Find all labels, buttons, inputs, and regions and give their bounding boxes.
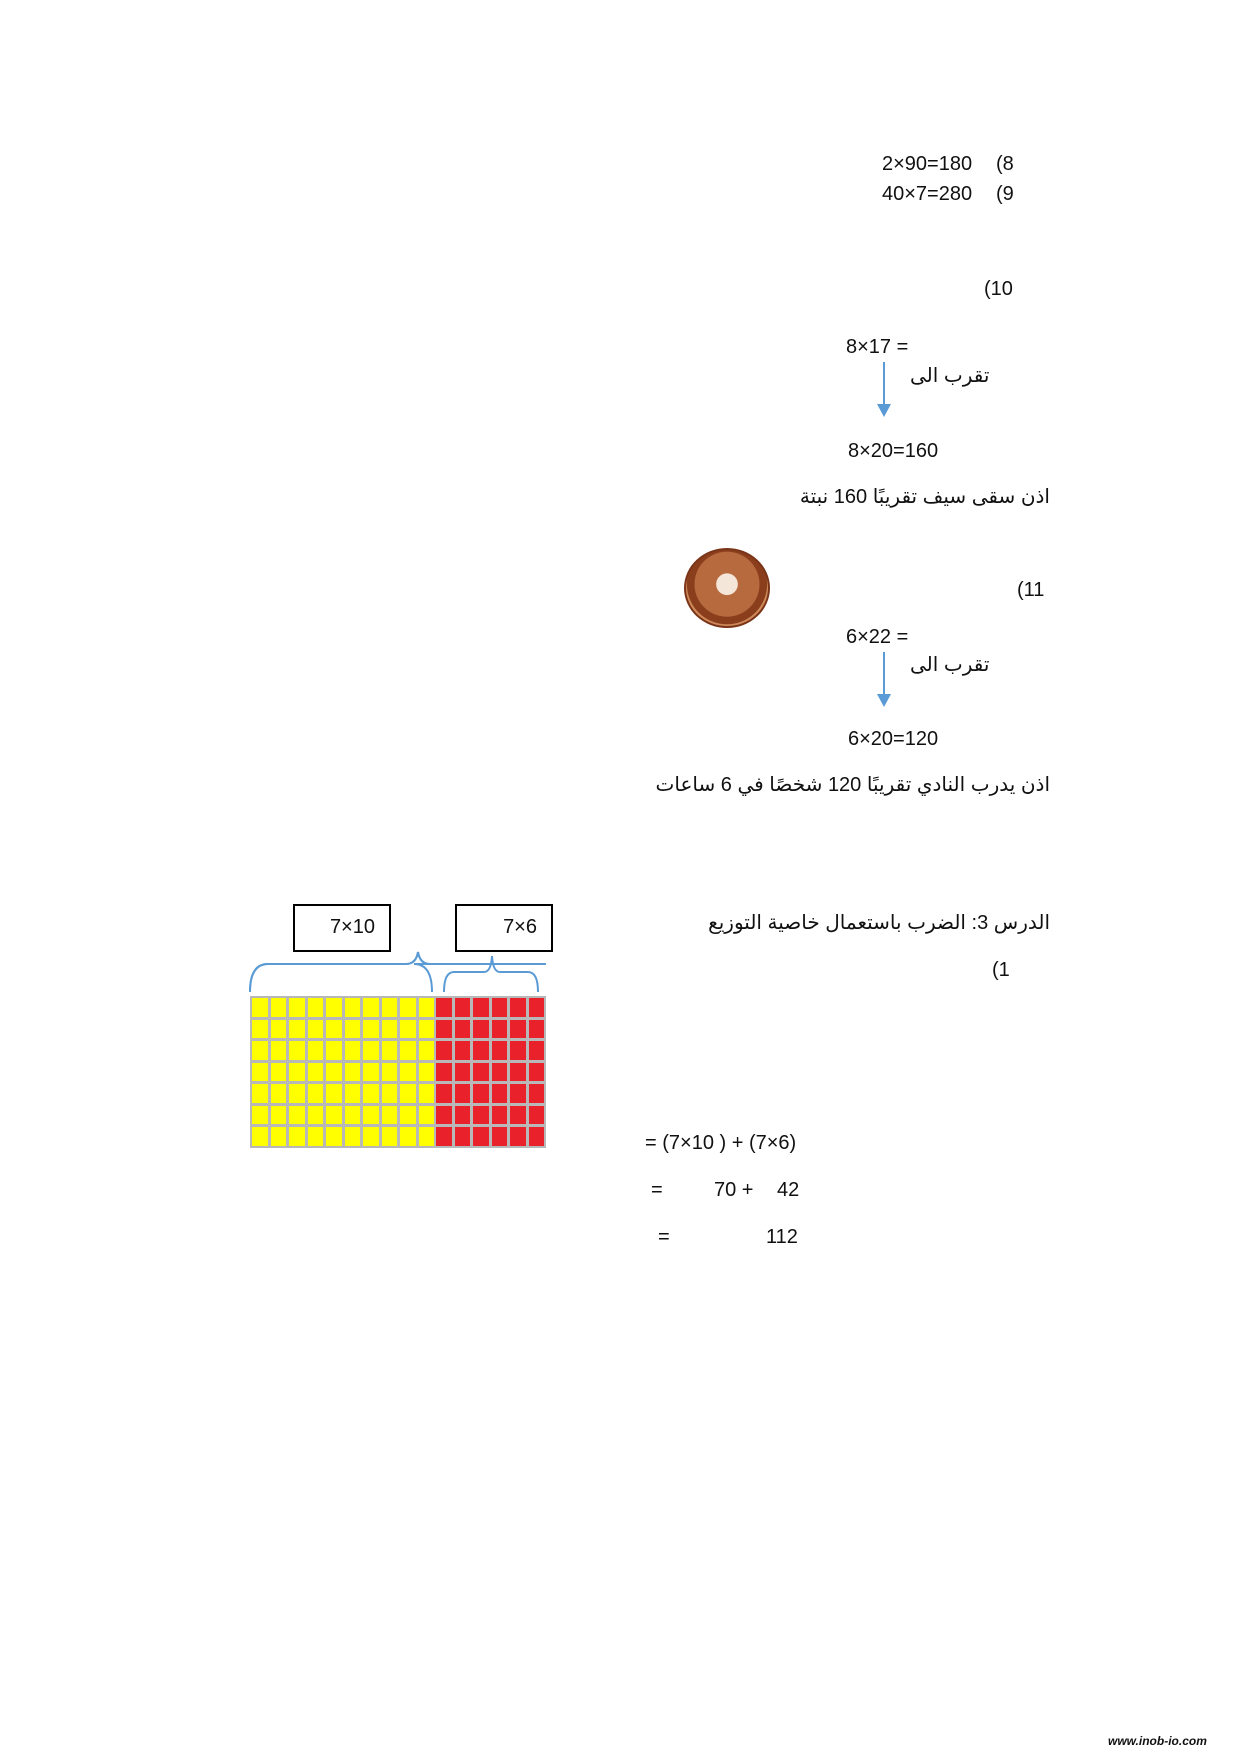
yellow-grid-cell (345, 998, 361, 1017)
red-grid-cell (436, 1063, 452, 1082)
red-grid-cell (510, 1020, 526, 1039)
red-grid-cell (455, 998, 471, 1017)
yellow-grid-cell (252, 1127, 268, 1146)
yellow-grid-cell (382, 1106, 398, 1125)
yellow-grid-cell (382, 1084, 398, 1103)
yellow-grid-cell (345, 1106, 361, 1125)
yellow-grid-cell (271, 1127, 287, 1146)
red-grid-cell (436, 1127, 452, 1146)
red-grid-cell (473, 1127, 489, 1146)
red-grid-cell (492, 998, 508, 1017)
red-grid-cell (492, 1041, 508, 1060)
red-grid-cell (510, 1041, 526, 1060)
school-logo-icon (684, 548, 770, 628)
yellow-grid-cell (252, 1084, 268, 1103)
yellow-grid-cell (382, 1127, 398, 1146)
q10-answer: اذن سقى سيف تقريبًا 160 نبتة (799, 486, 1050, 508)
yellow-grid-cell (308, 1127, 324, 1146)
red-grid-cell (455, 1106, 471, 1125)
red-grid-cell (455, 1063, 471, 1082)
yellow-grid-cell (400, 1020, 416, 1039)
red-grid-cell (529, 1084, 545, 1103)
yellow-grid-cell (326, 998, 342, 1017)
yellow-grid-cell (363, 1106, 379, 1125)
red-grid-cell (473, 1063, 489, 1082)
red-grid-cell (492, 1127, 508, 1146)
footer-website: www.inob-io.com (1108, 1734, 1207, 1748)
yellow-grid-cell (363, 1041, 379, 1060)
yellow-grid-cell (289, 1041, 305, 1060)
yellow-grid-cell (419, 1063, 435, 1082)
q10-expression: 8×17 = (846, 336, 909, 358)
q9-equation: 40×7=280 (882, 183, 973, 205)
yellow-grid-cell (289, 1127, 305, 1146)
yellow-grid-cell (289, 1063, 305, 1082)
yellow-grid-cell (400, 1127, 416, 1146)
yellow-grid-cell (252, 1106, 268, 1125)
red-grid-cell (492, 1106, 508, 1125)
yellow-grid-cell (289, 1084, 305, 1103)
q11-expression: 6×22 = (846, 626, 909, 648)
step-line-3-value: 112 (766, 1226, 798, 1248)
q11-down-arrow-icon (877, 652, 891, 708)
step-line-2-equals: = (651, 1179, 663, 1201)
q11-result: 6×20=120 (848, 728, 939, 750)
red-grid-cell (529, 1106, 545, 1125)
yellow-grid-cell (400, 1106, 416, 1125)
red-grid-cell (436, 1020, 452, 1039)
yellow-grid-cell (363, 998, 379, 1017)
red-grid-cell (455, 1127, 471, 1146)
q9-number: (9 (996, 183, 1014, 205)
red-grid-cell (510, 998, 526, 1017)
q8-equation: 2×90=180 (882, 153, 973, 175)
yellow-grid-cell (308, 1020, 324, 1039)
yellow-grid-cell (382, 1063, 398, 1082)
yellow-grid-cell (363, 1127, 379, 1146)
red-grid-cell (529, 1041, 545, 1060)
red-grid-cell (492, 1063, 508, 1082)
step-line-2-a: 70 + (714, 1179, 754, 1201)
yellow-grid-cell (271, 1063, 287, 1082)
red-grid-cell (473, 1106, 489, 1125)
yellow-grid-cell (326, 1020, 342, 1039)
q10-result: 8×20=160 (848, 440, 939, 462)
step-line-1: = (7×10 ) + (7×6) (645, 1132, 797, 1154)
q11-answer: اذن يدرب النادي تقريبًا 120 شخصًا في 6 ساعات (655, 774, 1050, 796)
red-grid-cell (492, 1020, 508, 1039)
red-grid-cell (455, 1084, 471, 1103)
yellow-grid-cell (400, 1041, 416, 1060)
yellow-grid-cell (382, 1020, 398, 1039)
red-grid-cell (473, 1041, 489, 1060)
yellow-grid-cell (419, 1020, 435, 1039)
yellow-grid-cell (252, 998, 268, 1017)
red-grid-cell (436, 1041, 452, 1060)
red-grid-cell (436, 1084, 452, 1103)
yellow-grid-cell (308, 1084, 324, 1103)
yellow-grid-cell (289, 998, 305, 1017)
yellow-grid-cell (271, 1106, 287, 1125)
lesson3-title: الدرس 3: الضرب باستعمال خاصية التوزيع (708, 912, 1050, 934)
red-grid-cell (529, 1063, 545, 1082)
red-grid-cell (473, 998, 489, 1017)
yellow-grid-cell (419, 998, 435, 1017)
red-grid-cell (473, 1020, 489, 1039)
step-line-3-equals: = (658, 1226, 670, 1248)
yellow-grid-cell (326, 1063, 342, 1082)
q8-number: (8 (996, 153, 1014, 175)
yellow-grid-cell (271, 1041, 287, 1060)
yellow-grid-cell (308, 1063, 324, 1082)
yellow-grid-cell (345, 1084, 361, 1103)
brace-icons (246, 950, 546, 998)
yellow-grid-cell (345, 1063, 361, 1082)
q10-down-arrow-icon (877, 362, 891, 418)
yellow-grid-cell (382, 998, 398, 1017)
yellow-grid-cell (382, 1041, 398, 1060)
red-grid-cell (510, 1127, 526, 1146)
lesson3-q1-number: (1 (992, 959, 1010, 981)
yellow-grid-cell (271, 1084, 287, 1103)
red-grid-cell (529, 998, 545, 1017)
yellow-grid-cell (326, 1127, 342, 1146)
yellow-grid-cell (252, 1020, 268, 1039)
yellow-grid-cell (326, 1106, 342, 1125)
yellow-grid-cell (345, 1127, 361, 1146)
left-part-label: 7×10 (293, 904, 391, 952)
yellow-grid-cell (345, 1041, 361, 1060)
yellow-grid-cell (289, 1106, 305, 1125)
yellow-grid-cell (419, 1041, 435, 1060)
step-line-2-b: 42 (777, 1179, 800, 1201)
yellow-grid-cell (400, 1063, 416, 1082)
area-model-yellow-grid (250, 996, 436, 1148)
red-grid-cell (473, 1084, 489, 1103)
red-grid-cell (510, 1084, 526, 1103)
yellow-grid-cell (326, 1084, 342, 1103)
yellow-grid-cell (326, 1041, 342, 1060)
yellow-grid-cell (308, 1041, 324, 1060)
area-model-red-grid (434, 996, 546, 1148)
right-part-label: 7×6 (455, 904, 553, 952)
yellow-grid-cell (419, 1106, 435, 1125)
yellow-grid-cell (308, 998, 324, 1017)
yellow-grid-cell (419, 1084, 435, 1103)
red-grid-cell (529, 1020, 545, 1039)
red-grid-cell (455, 1020, 471, 1039)
yellow-grid-cell (271, 1020, 287, 1039)
red-grid-cell (455, 1041, 471, 1060)
red-grid-cell (529, 1127, 545, 1146)
yellow-grid-cell (252, 1041, 268, 1060)
red-grid-cell (510, 1063, 526, 1082)
red-grid-cell (436, 1106, 452, 1125)
yellow-grid-cell (400, 1084, 416, 1103)
yellow-grid-cell (363, 1020, 379, 1039)
red-grid-cell (492, 1084, 508, 1103)
q10-approx-label: تقرب الى (910, 365, 990, 387)
yellow-grid-cell (400, 998, 416, 1017)
red-grid-cell (436, 998, 452, 1017)
yellow-grid-cell (252, 1063, 268, 1082)
yellow-grid-cell (271, 998, 287, 1017)
yellow-grid-cell (363, 1063, 379, 1082)
q11-approx-label: تقرب الى (910, 654, 990, 676)
yellow-grid-cell (308, 1106, 324, 1125)
q11-number: (11 (1017, 579, 1045, 601)
yellow-grid-cell (419, 1127, 435, 1146)
red-grid-cell (510, 1106, 526, 1125)
yellow-grid-cell (289, 1020, 305, 1039)
q10-number: (10 (984, 278, 1013, 300)
yellow-grid-cell (363, 1084, 379, 1103)
yellow-grid-cell (345, 1020, 361, 1039)
